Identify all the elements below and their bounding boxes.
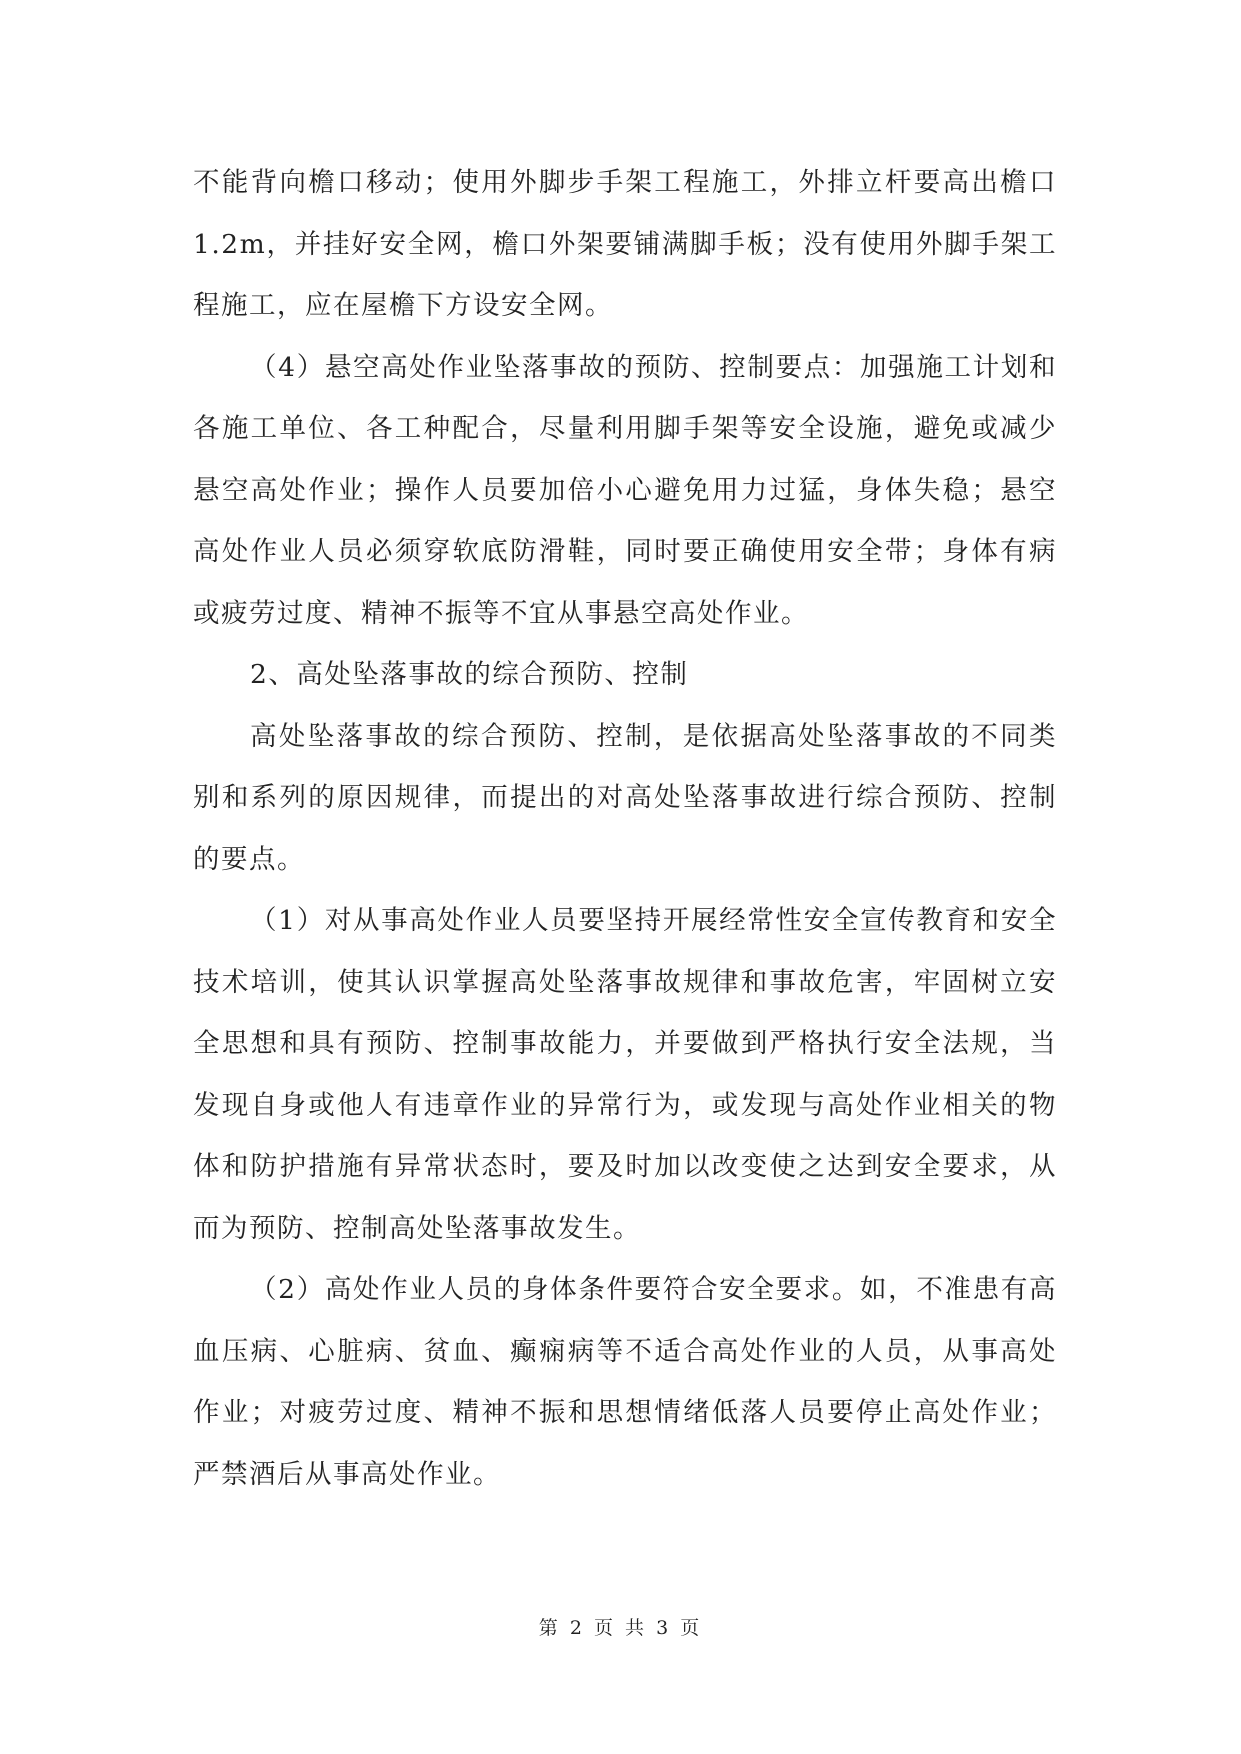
paragraph-item-4: （4）悬空高处作业坠落事故的预防、控制要点：加强施工计划和各施工单位、各工种配合，尽量利用脚手架等安全设施，避免或减少悬空高处作业；操作人员要加倍小心避免用力过猛，身体失稳；悬空高处作业人员必须穿软底防滑鞋，同时要正确使用安全带；身体有病或疲劳过度、精神不振等不宜从事悬空高处作业。 (193, 351, 1057, 629)
footer-prefix: 第 (538, 1617, 561, 1639)
paragraph-item-2: （2）高处作业人员的身体条件要符合安全要求。如，不准患有高血压病、心脏病、贫血、癫痫病等不适合高处作业的人员，从事高处作业；对疲劳过度、精神不振和思想情绪低落人员要停止高处作业；严禁酒后从事高处作业。 (193, 1274, 1057, 1490)
footer-middle: 页 共 (593, 1617, 648, 1639)
footer-suffix: 页 (680, 1617, 703, 1639)
paragraph-intro: 高处坠落事故的综合预防、控制，是依据高处坠落事故的不同类别和系列的原因规律，而提出的对高处坠落事故进行综合预防、控制的要点。 (193, 720, 1057, 875)
paragraph-item-1: （1）对从事高处作业人员要坚持开展经常性安全宣传教育和安全技术培训，使其认识掌握高处坠落事故规律和事故危害，牢固树立安全思想和具有预防、控制事故能力，并要做到严格执行安全法规，当发现自身或他人有违章作业的异常行为，或发现与高处作业相关的物体和防护措施有异常状态时，要及时加以改变使之达到安全要求，从而为预防、控制高处坠落事故发生。 (193, 905, 1057, 1244)
footer-total-pages: 3 (656, 1617, 672, 1639)
section-heading-2: 2、高处坠落事故的综合预防、控制 (250, 659, 689, 690)
paragraph-continued: 不能背向檐口移动；使用外脚步手架工程施工，外排立杆要高出檐口1.2m，并挂好安全网，檐口外架要铺满脚手板；没有使用外脚手架工程施工，应在屋檐下方设安全网。 (193, 167, 1057, 321)
page-footer (0, 1613, 1241, 1640)
document-body (193, 152, 1057, 1505)
footer-current-page: 2 (569, 1617, 585, 1639)
